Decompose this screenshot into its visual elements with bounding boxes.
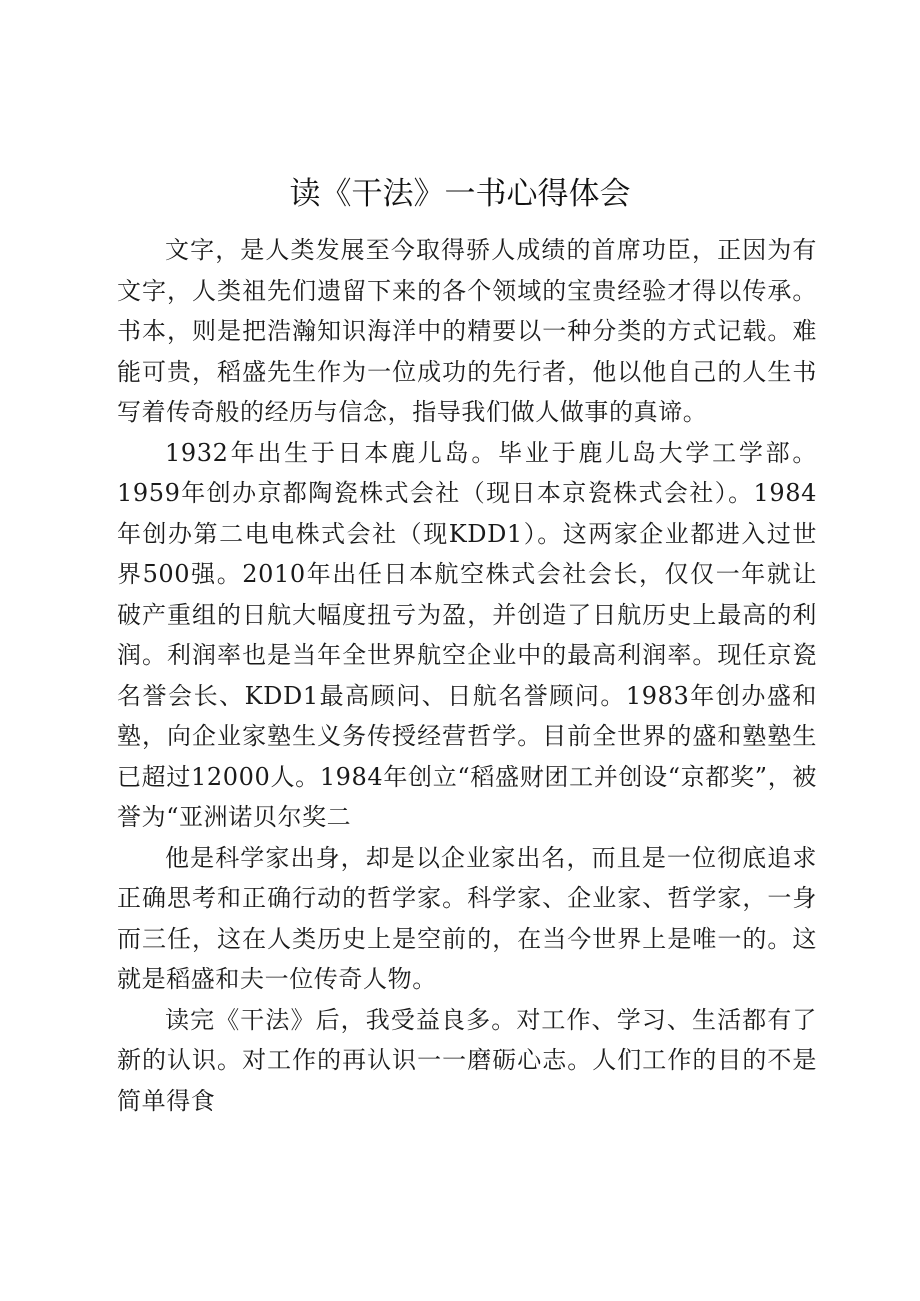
document-body xyxy=(117,230,817,1121)
paragraph-intro: 文字，是人类发展至今取得骄人成绩的首席功臣，正因为有文字，人类祖先们遗留下来的各个领域的宝贵经验才得以传承。书本，则是把浩瀚知识海洋中的精要以一种分类的方式记载。难能可贵，稻盛先生作为一位成功的先行者，他以他自己的人生书写着传奇般的经历与信念，指导我们做人做事的真谛。 xyxy=(117,236,817,426)
document-title: 读《干法》一书心得体会 xyxy=(289,176,631,212)
paragraph-reflection: 读完《干法》后，我受益良多。对工作、学习、生活都有了新的认识。对工作的再认识一一磨砺心志。人们工作的目的不是简单得食 xyxy=(117,1005,817,1115)
paragraph-biography: 1932年出生于日本鹿儿岛。毕业于鹿儿岛大学工学部。1959年创办京都陶瓷株式会社（现日本京瓷株式会社）。1984年创办第二电电株式会社（现KDD1）。这两家企业都进入过世界500强。2010年出任日本航空株式会社会长，仅仅一年就让破产重组的日航大幅度扭亏为盈，并创造了日航历史上最高的利润。利润率也是当年全世界航空企业中的最高利润率。现任京瓷名誉会长、KDD1最高顾问、日航名誉顾问。1983年创办盛和塾，向企业家塾生义务传授经营哲学。目前全世界的盛和塾塾生已超过12000人。1984年创立“稻盛财团工并创设“京都奖”，被誉为“亚洲诺贝尔奖二 xyxy=(117,438,817,831)
paragraph-philosopher: 他是科学家出身，却是以企业家出名，而且是一位彻底追求正确思考和正确行动的哲学家。科学家、企业家、哲学家，一身而三任，这在人类历史上是空前的，在当今世界上是唯一的。这就是稻盛和夫一位传奇人物。 xyxy=(117,843,817,993)
